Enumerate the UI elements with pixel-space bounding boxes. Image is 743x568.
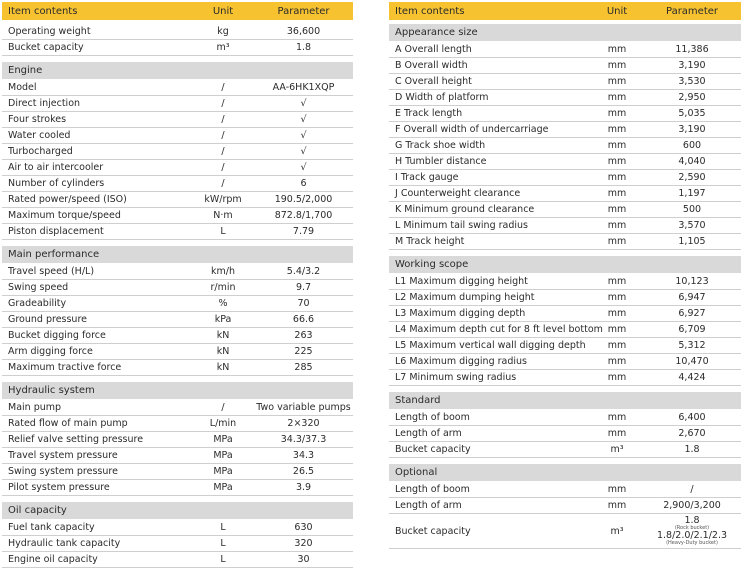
row-value: √ [300, 162, 307, 173]
row-unit: kPa [214, 314, 232, 325]
row-unit: L [220, 522, 226, 533]
row-value: √ [300, 114, 307, 125]
row-value: 30 [297, 554, 310, 565]
table-row [2, 128, 353, 144]
row-value: 66.6 [292, 314, 315, 325]
row-unit: mm [607, 92, 627, 103]
row-value: 1,105 [678, 236, 706, 247]
table-row [389, 74, 741, 90]
row-unit: / [221, 130, 225, 141]
row-unit: / [221, 98, 225, 109]
row-value: 3.9 [295, 482, 312, 493]
table-row [389, 370, 741, 386]
header-unit: Unit [212, 5, 234, 17]
section-standard: Standard [389, 392, 741, 409]
table-row [2, 552, 353, 568]
engine-rows [2, 80, 353, 240]
row-value: 34.3 [292, 450, 315, 461]
table-row [2, 192, 353, 208]
table-row [389, 234, 741, 250]
row-item: Fuel tank capacity [8, 522, 95, 533]
row-unit: mm [607, 60, 627, 71]
row-item: Hydraulic tank capacity [8, 538, 121, 549]
row-unit: MPa [213, 466, 233, 477]
table-row [2, 208, 353, 224]
table-row [2, 360, 353, 376]
row-item: Turbocharged [8, 146, 73, 157]
row-unit: mm [607, 188, 627, 199]
row-value: 6 [300, 178, 307, 189]
row-unit: % [218, 298, 228, 309]
row-item: F Overall width of undercarriage [395, 124, 549, 135]
row-item: Length of boom [395, 412, 470, 423]
row-value: 7.79 [292, 226, 315, 237]
row-item: Piston displacement [8, 226, 104, 237]
row-item: Number of cylinders [8, 178, 105, 189]
rock-bucket-note: (Rock bucket) [674, 524, 710, 531]
table-row [2, 520, 353, 536]
table-row [2, 224, 353, 240]
row-unit: mm [607, 292, 627, 303]
row-value: 6,947 [678, 292, 706, 303]
row-value: 500 [682, 204, 702, 215]
header-parameter: Parameter [665, 5, 719, 17]
row-item: Ground pressure [8, 314, 87, 325]
row-value: 2×320 [287, 418, 320, 429]
table-row [2, 480, 353, 496]
header-item-contents: Item contents [8, 5, 78, 17]
row-unit: / [221, 402, 225, 413]
table-row [389, 426, 741, 442]
table-row [2, 40, 353, 56]
row-unit: mm [607, 324, 627, 335]
row-value: 872.8/1,700 [274, 210, 333, 221]
row-item: K Minimum ground clearance [395, 204, 535, 215]
row-item: Model [8, 82, 37, 93]
row-value: 34.3/37.3 [280, 434, 327, 445]
row-unit: mm [607, 500, 627, 511]
table-row [389, 122, 741, 138]
row-unit: MPa [213, 450, 233, 461]
section-appearance-size: Appearance size [389, 24, 741, 41]
row-item: Relief valve setting pressure [8, 434, 144, 445]
row-unit: mm [607, 340, 627, 351]
row-unit: / [221, 114, 225, 125]
row-item: Length of arm [395, 428, 462, 439]
section-hydraulic-system: Hydraulic system [2, 382, 353, 399]
table-row [2, 160, 353, 176]
row-unit: / [221, 178, 225, 189]
heavy-duty-bucket-value: 1.8/2.0/2.1/2.3 [656, 530, 728, 541]
row-unit: kN [216, 346, 230, 357]
row-item: Air to air intercooler [8, 162, 104, 173]
row-unit: mm [607, 76, 627, 87]
standard-rows [389, 410, 741, 458]
table-row [2, 296, 353, 312]
row-item: L5 Maximum vertical wall digging depth [395, 340, 586, 351]
table-row [389, 290, 741, 306]
table-row [2, 432, 353, 448]
table-row [2, 448, 353, 464]
row-item: M Track height [395, 236, 465, 247]
table-row [389, 170, 741, 186]
row-item: Maximum torque/speed [8, 210, 121, 221]
row-value: 5,035 [678, 108, 706, 119]
row-item: B Overall width [395, 60, 468, 71]
row-value: 2,900/3,200 [663, 500, 721, 511]
row-item: Bucket digging force [8, 330, 106, 341]
row-unit: m³ [216, 42, 230, 53]
table-row [389, 410, 741, 426]
row-item: Pilot system pressure [8, 482, 110, 493]
row-value: 3,190 [678, 60, 706, 71]
table-row [2, 536, 353, 552]
row-unit: mm [607, 428, 627, 439]
row-value: √ [300, 146, 307, 157]
appearance-rows [389, 42, 741, 250]
row-value: 285 [294, 362, 313, 373]
left-table-header [2, 2, 353, 20]
table-row [389, 354, 741, 370]
row-value: 225 [294, 346, 313, 357]
row-item: Water cooled [8, 130, 71, 141]
row-unit: mm [607, 372, 627, 383]
section-oil-capacity: Oil capacity [2, 502, 353, 519]
table-row [2, 416, 353, 432]
header-unit: Unit [606, 5, 628, 17]
row-unit: mm [607, 236, 627, 247]
row-item: C Overall height [395, 76, 472, 87]
table-row [389, 306, 741, 322]
table-row [2, 144, 353, 160]
row-item: Operating weight [8, 26, 91, 37]
row-value: 36,600 [286, 26, 321, 37]
row-item: Swing system pressure [8, 466, 118, 477]
row-value: AA-6HK1XQP [272, 82, 335, 93]
row-unit: kN [216, 330, 230, 341]
row-value: √ [300, 130, 307, 141]
row-item: Gradeability [8, 298, 67, 309]
row-value: 2,670 [678, 428, 706, 439]
row-unit: MPa [213, 482, 233, 493]
row-unit: mm [607, 220, 627, 231]
row-item: L1 Maximum digging height [395, 276, 528, 287]
main-performance-rows [2, 264, 353, 376]
row-item: E Track length [395, 108, 463, 119]
table-row [389, 42, 741, 58]
row-item: I Track gauge [395, 172, 459, 183]
header-parameter: Parameter [277, 5, 330, 17]
hydraulic-rows [2, 400, 353, 496]
row-value: 3,570 [678, 220, 706, 231]
row-value: 4,040 [678, 156, 706, 167]
table-row [2, 96, 353, 112]
row-unit: L [220, 226, 226, 237]
row-item: Rated power/speed (ISO) [8, 194, 127, 205]
general-rows [2, 24, 353, 56]
row-item: D Width of platform [395, 92, 489, 103]
row-value: 1.8 [295, 42, 312, 53]
row-item: Travel system pressure [8, 450, 118, 461]
row-item: L7 Minimum swing radius [395, 372, 517, 383]
row-item: Swing speed [8, 282, 69, 293]
row-value: √ [300, 98, 307, 109]
row-unit: mm [607, 140, 627, 151]
oil-rows [2, 520, 353, 568]
row-value: 11,386 [675, 44, 709, 55]
row-item: Length of arm [395, 500, 462, 511]
row-value: 2,590 [678, 172, 706, 183]
rock-bucket-value: 1.8 [684, 514, 700, 526]
row-unit: / [221, 146, 225, 157]
header-item-contents: Item contents [395, 5, 465, 17]
row-value: 600 [682, 140, 702, 151]
table-row [2, 112, 353, 128]
right-spec-table [389, 2, 741, 549]
row-unit: mm [607, 484, 627, 495]
left-spec-table [2, 2, 353, 568]
table-row [389, 514, 741, 549]
row-item: L4 Maximum depth cut for 8 ft level bottom [395, 324, 603, 335]
table-row [2, 464, 353, 480]
row-value: 320 [294, 538, 313, 549]
row-value: 26.5 [292, 466, 315, 477]
row-item: H Tumbler distance [395, 156, 487, 167]
row-unit: mm [607, 412, 627, 423]
row-value: 3,190 [678, 124, 706, 135]
row-unit: N·m [213, 210, 233, 221]
row-value: / [690, 484, 694, 495]
table-row [389, 202, 741, 218]
row-value: 190.5/2,000 [274, 194, 333, 205]
row-item: L Minimum tail swing radius [395, 220, 528, 231]
table-row [389, 218, 741, 234]
row-unit: / [221, 162, 225, 173]
row-value: 6,400 [678, 412, 706, 423]
working-scope-rows [389, 274, 741, 386]
row-value: 3,530 [678, 76, 706, 87]
row-unit: MPa [213, 434, 233, 445]
row-unit: mm [607, 172, 627, 183]
section-main-performance: Main performance [2, 246, 353, 263]
row-value: 1,197 [678, 188, 706, 199]
row-item: J Counterweight clearance [395, 188, 521, 199]
table-row [2, 80, 353, 96]
row-value: 5,312 [678, 340, 706, 351]
table-row [389, 322, 741, 338]
row-unit: kW/rpm [204, 194, 242, 205]
row-unit: kg [217, 26, 229, 37]
row-value: 9.7 [295, 282, 312, 293]
table-row [2, 344, 353, 360]
section-working-scope: Working scope [389, 256, 741, 273]
row-unit: mm [607, 276, 627, 287]
row-unit: mm [607, 308, 627, 319]
row-item: Main pump [8, 402, 62, 413]
row-unit: r/min [210, 282, 236, 293]
row-item: Direct injection [8, 98, 81, 109]
row-item: Bucket capacity [395, 525, 471, 537]
table-row [389, 90, 741, 106]
table-row [2, 312, 353, 328]
table-row [2, 280, 353, 296]
row-value: 2,950 [678, 92, 706, 103]
row-value: 6,927 [678, 308, 706, 319]
row-unit: L [220, 554, 226, 565]
row-item: Bucket capacity [395, 444, 471, 455]
row-item: Rated flow of main pump [8, 418, 128, 429]
row-value: 5.4/3.2 [286, 266, 321, 277]
table-row [389, 498, 741, 514]
table-row [2, 400, 353, 416]
table-row [2, 264, 353, 280]
row-unit: L [220, 538, 226, 549]
section-optional: Optional [389, 464, 741, 481]
row-value [643, 516, 741, 547]
section-engine: Engine [2, 62, 353, 79]
row-value: Two variable pumps [256, 402, 351, 413]
row-item: L2 Maximum dumping height [395, 292, 535, 303]
row-value: 10,123 [675, 276, 709, 287]
row-unit: m³ [610, 444, 624, 455]
table-row [389, 186, 741, 202]
table-row [389, 338, 741, 354]
row-item: G Track shoe width [395, 140, 486, 151]
row-item: Maximum tractive force [8, 362, 122, 373]
table-row [389, 154, 741, 170]
row-item: A Overall length [395, 44, 472, 55]
row-value: 10,470 [675, 356, 709, 367]
table-row [389, 138, 741, 154]
row-unit: mm [607, 356, 627, 367]
row-item: Bucket capacity [8, 42, 84, 53]
table-row [389, 442, 741, 458]
row-unit: mm [607, 108, 627, 119]
row-item: Travel speed (H/L) [8, 266, 95, 277]
row-unit: mm [607, 156, 627, 167]
table-row [389, 274, 741, 290]
row-unit: kN [216, 362, 230, 373]
row-value: 1.8 [684, 444, 700, 455]
table-row [2, 328, 353, 344]
table-row [389, 106, 741, 122]
row-value: 6,709 [678, 324, 706, 335]
table-row [389, 58, 741, 74]
table-row [389, 482, 741, 498]
row-value: 263 [294, 330, 313, 341]
heavy-duty-bucket-note: (Heavy-Duty bucket) [666, 539, 718, 546]
row-item: Engine oil capacity [8, 554, 98, 565]
row-unit: m³ [610, 525, 624, 537]
row-item: L6 Maximum digging radius [395, 356, 527, 367]
row-value: 70 [297, 298, 310, 309]
row-value: 630 [294, 522, 313, 533]
table-row [2, 176, 353, 192]
row-item: L3 Maximum digging depth [395, 308, 526, 319]
row-unit: / [221, 82, 225, 93]
row-item: Length of boom [395, 484, 470, 495]
table-row [2, 24, 353, 40]
row-item: Arm digging force [8, 346, 93, 357]
right-table-header [389, 2, 741, 20]
row-value: 4,424 [678, 372, 706, 383]
row-unit: km/h [211, 266, 235, 277]
row-unit: mm [607, 44, 627, 55]
row-unit: mm [607, 204, 627, 215]
row-item: Four strokes [8, 114, 67, 125]
row-unit: L/min [209, 418, 237, 429]
row-unit: mm [607, 124, 627, 135]
